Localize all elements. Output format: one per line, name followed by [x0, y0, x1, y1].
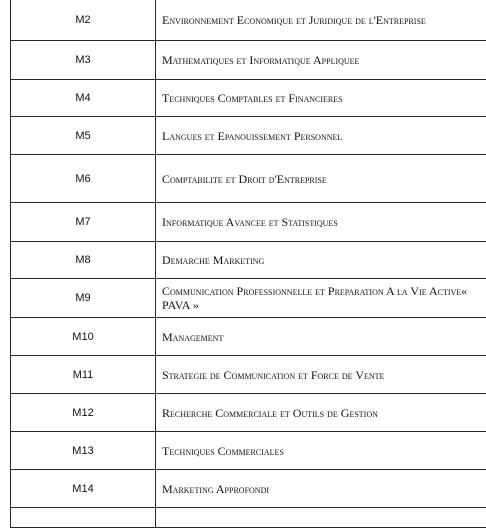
module-code: M8 — [11, 242, 156, 279]
module-title: Comptabilite et Droit d'Entreprise — [156, 155, 486, 203]
module-code: M7 — [11, 203, 156, 242]
module-title: Environnement Economique et Juridique de l'Entreprise — [156, 0, 486, 41]
module-code: M9 — [11, 279, 156, 318]
module-code: M5 — [11, 117, 156, 155]
table-row — [11, 279, 486, 318]
module-code: M4 — [11, 80, 156, 117]
table-row — [11, 203, 486, 242]
table-row — [11, 318, 486, 356]
module-title: Informatique Avancee et Statistiques — [156, 203, 486, 242]
module-title: Communication Professionnelle et Preparation A la Vie Active« PAVA » — [156, 279, 486, 318]
module-code: M10 — [11, 318, 156, 356]
table-row — [11, 155, 486, 203]
table-row — [11, 242, 486, 279]
table-row — [11, 470, 486, 508]
module-code: M14 — [11, 470, 156, 508]
table-row — [11, 394, 486, 432]
table-row — [11, 432, 486, 470]
table-row — [11, 508, 486, 528]
module-code: M6 — [11, 155, 156, 203]
module-title: Recherche Commerciale et Outils de Gestion — [156, 394, 486, 432]
table-row — [11, 0, 486, 41]
module-title: Demarche Marketing — [156, 242, 486, 279]
module-code: M11 — [11, 356, 156, 394]
module-title: Marketing Approfondi — [156, 470, 486, 508]
module-code: M12 — [11, 394, 156, 432]
module-code: M13 — [11, 432, 156, 470]
modules-table — [10, 0, 486, 528]
module-title: Mathematiques et Informatique Appliquee — [156, 41, 486, 80]
module-title: Strategie de Communication et Force de Vente — [156, 356, 486, 394]
table-row — [11, 41, 486, 80]
module-code: M3 — [11, 41, 156, 80]
module-title: Langues et Epanouissement Personnel — [156, 117, 486, 155]
module-title — [156, 508, 486, 528]
table-row — [11, 356, 486, 394]
table-row — [11, 80, 486, 117]
module-title: Management — [156, 318, 486, 356]
module-code: M2 — [11, 0, 156, 41]
table-row — [11, 117, 486, 155]
module-title: Techniques Comptables et Financieres — [156, 80, 486, 117]
module-title: Techniques Commerciales — [156, 432, 486, 470]
module-code — [11, 508, 156, 528]
